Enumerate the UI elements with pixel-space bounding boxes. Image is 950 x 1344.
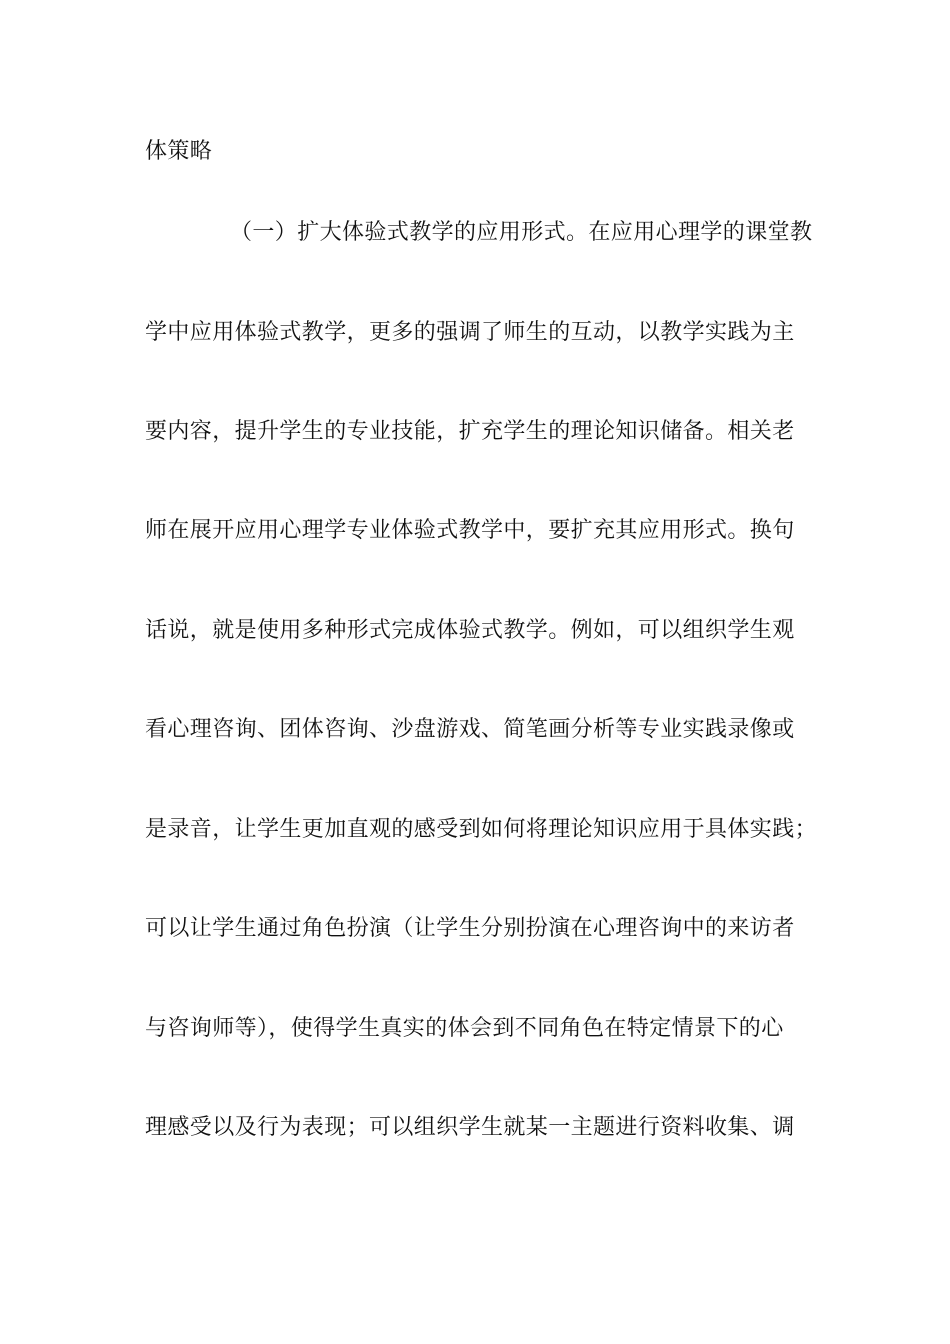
text-line-11: 理感受以及行为表现；可以组织学生就某一主题进行资料收集、调 xyxy=(145,1115,795,1140)
text-line-3: 学中应用体验式教学，更多的强调了师生的互动，以教学实践为主 xyxy=(145,320,795,345)
text-line-5: 师在展开应用心理学专业体验式教学中，要扩充其应用形式。换句 xyxy=(145,518,795,543)
text-line-10: 与咨询师等），使得学生真实的体会到不同角色在特定情景下的心 xyxy=(145,1016,784,1041)
text-line-9: 可以让学生通过角色扮演（让学生分别扮演在心理咨询中的来访者 xyxy=(145,916,795,941)
text-line-7: 看心理咨询、团体咨询、沙盘游戏、简笔画分析等专业实践录像或 xyxy=(145,717,795,742)
text-line-4: 要内容，提升学生的专业技能，扩充学生的理论知识储备。相关老 xyxy=(145,419,795,444)
text-line-8: 是录音，让学生更加直观的感受到如何将理论知识应用于具体实践； xyxy=(145,817,818,842)
text-line-1: 体策略 xyxy=(145,139,213,164)
text-line-6: 话说，就是使用多种形式完成体验式教学。例如，可以组织学生观 xyxy=(145,618,795,643)
text-line-2: （一）扩大体验式教学的应用形式。在应用心理学的课堂教 xyxy=(230,220,813,245)
